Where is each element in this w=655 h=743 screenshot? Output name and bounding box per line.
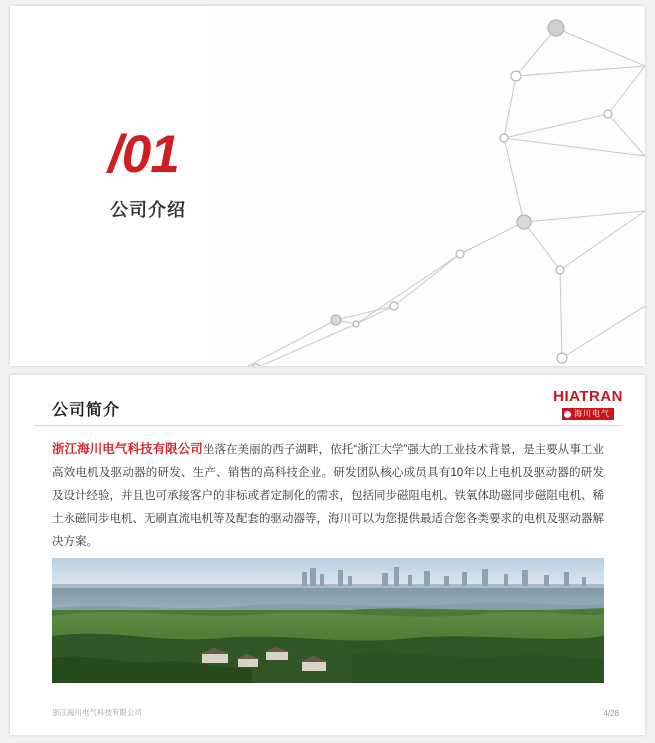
network-nodes-svg [208,6,645,366]
slide-section-divider [10,6,645,366]
logo-wordmark: HIATRAN [553,388,623,405]
page-title: 公司简介 [52,402,121,419]
section-title: 公司介绍 [110,200,186,220]
west-lake-photo [52,558,604,683]
company-description [52,437,604,554]
company-name: 浙江海川电气科技有限公司 [52,442,203,456]
page-number: 4/28 [603,709,619,718]
west-lake-photo-svg [52,558,604,683]
footer-company: 浙江海川电气科技有限公司 [52,708,142,717]
title-divider [34,425,622,426]
network-graphic [208,6,645,366]
company-body-text: 坐落在美丽的西子湖畔，依托“浙江大学”强大的工业技术背景，是主要从事工业高效电机及驱动器的研发、生产、销售的高科技企业。研发团队核心成员具有10年以上电机及驱动器的研发及设计经验，并且也可承接客户的非标或者定制化的需求，包括同步磁阻电机、铁氧体助磁同步磁阻电机、稀土永磁同步电机、无刷直流电机等及配套的驱动器等，海川可以为您提供最适合您各类要求的电机及驱动器解决方案。 [52,444,604,548]
divider-left-panel [10,6,209,366]
slide-company-profile [10,375,645,735]
company-logo [553,389,623,420]
logo-subtitle: 海川电气 [562,408,614,420]
section-number: /01 [108,125,179,184]
